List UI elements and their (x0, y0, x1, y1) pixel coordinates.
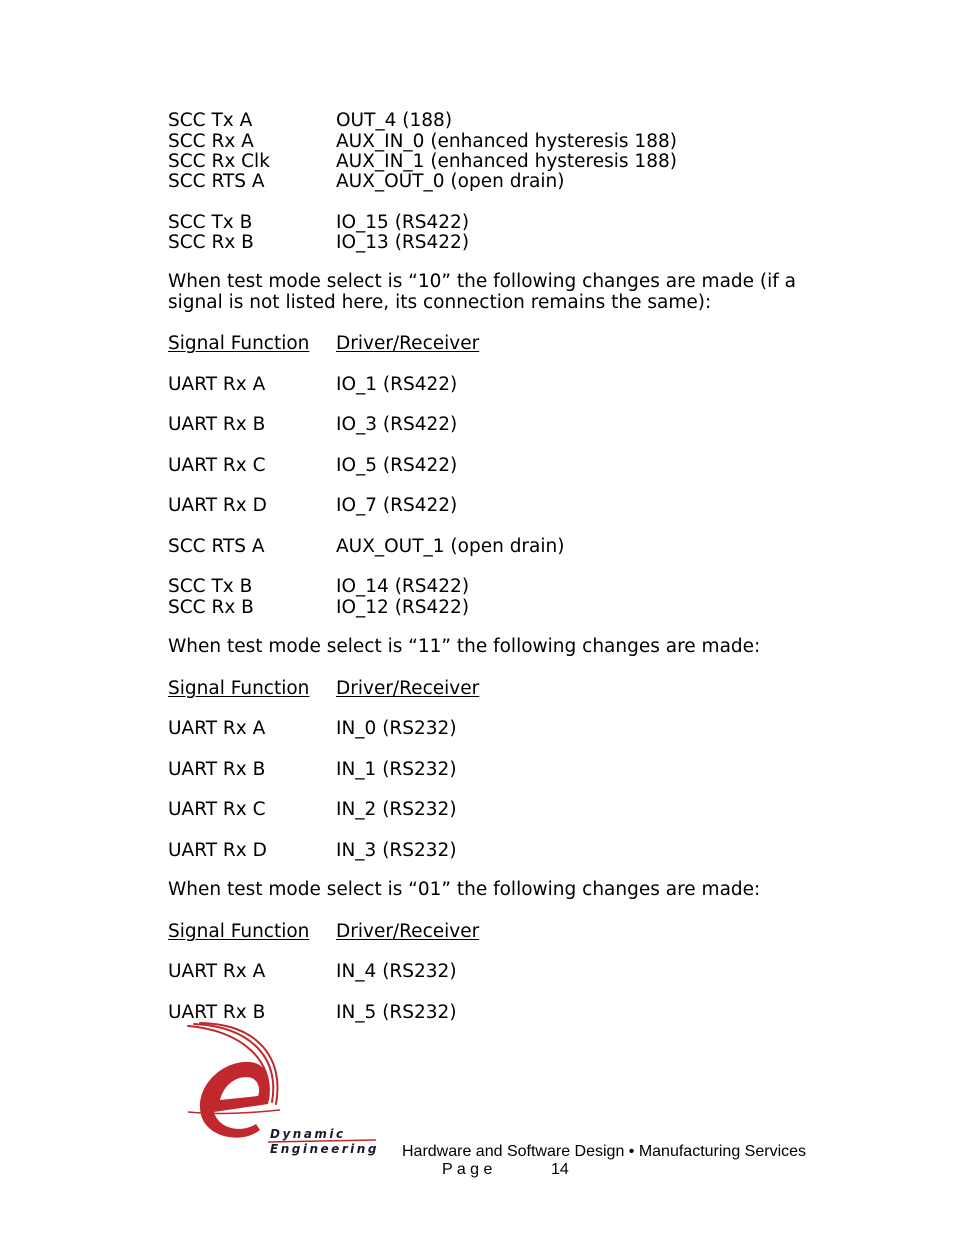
paragraph-mode-01: When test mode select is “01” the following changes are made: (168, 879, 761, 900)
page-label: P a g e (442, 1161, 493, 1178)
footer-services: Hardware and Software Design • Manufacturing Services (402, 1143, 807, 1160)
page-number: 14 (551, 1161, 569, 1178)
logo-text-engineering: Engineering (270, 1142, 379, 1156)
paragraph-mode-11: When test mode select is “11” the following changes are made: (168, 636, 761, 657)
paragraph-mode-10: When test mode select is “10” the following changes are made (if a signal is not listed here, its connection remains the same): (168, 271, 796, 313)
logo-text-dynamic: Dynamic (270, 1127, 346, 1141)
